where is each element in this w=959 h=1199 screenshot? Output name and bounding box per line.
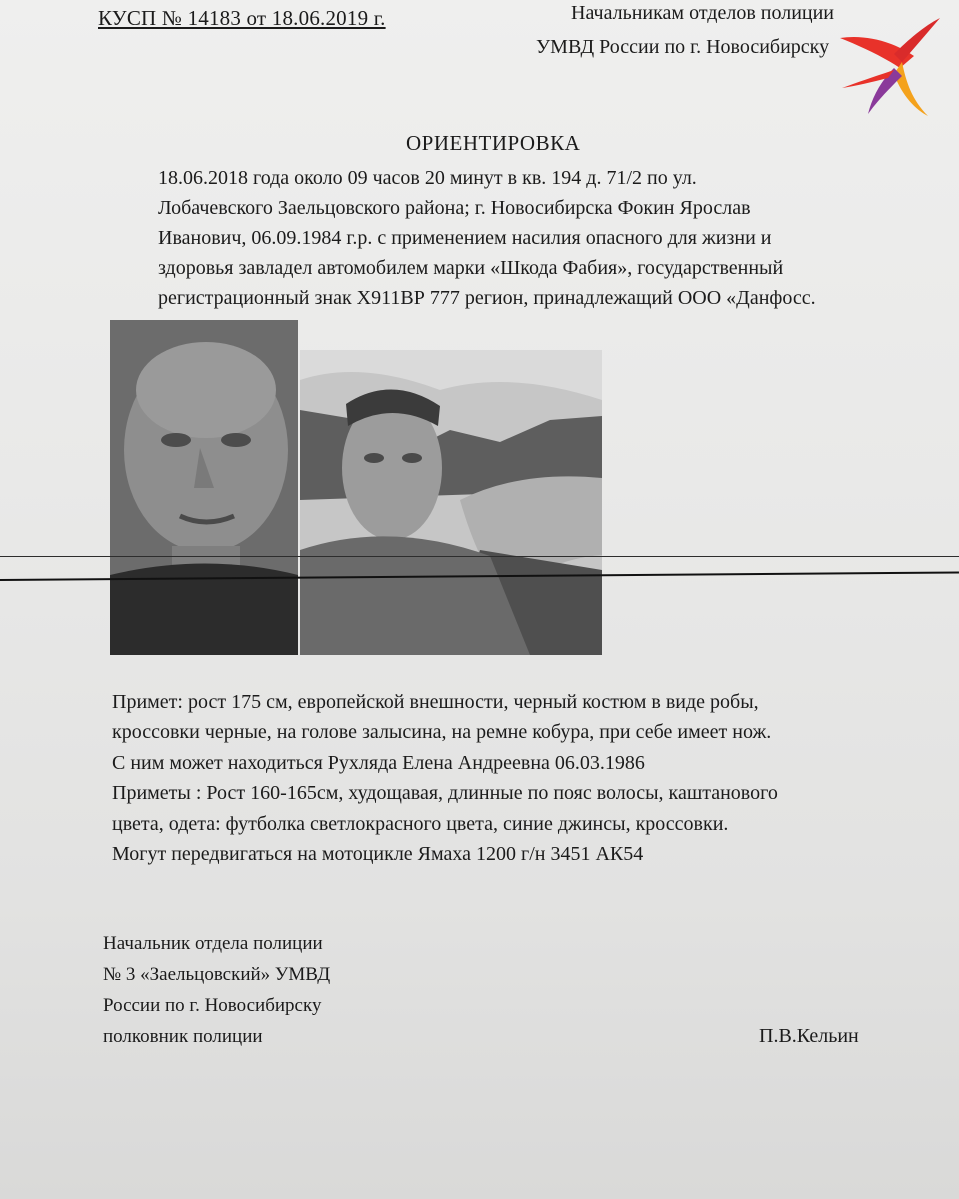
description-block: [112, 687, 908, 869]
paragraph-line: регистрационный знак Х911ВР 777 регион, принадлежащий ООО «Данфосс.: [158, 287, 816, 309]
scan-line: [0, 556, 959, 557]
signer-name: П.В.Кельин: [759, 1025, 859, 1047]
incident-paragraph: [106, 163, 908, 313]
bird-logo-icon: [836, 12, 946, 122]
addressee-line-1: Начальникам отделов полиции: [571, 2, 835, 24]
paragraph-line: Лобачевского Заельцовского района; г. Новосибирска Фокин Ярослав: [158, 197, 751, 219]
document-title: ОРИЕНТИРОВКА: [406, 131, 581, 155]
signature-line: России по г. Новосибирску: [103, 995, 322, 1016]
paragraph-line: Иванович, 06.09.1984 г.р. с применением насилия опасного для жизни и: [158, 227, 772, 249]
signature-line: Начальник отдела полиции: [103, 933, 323, 954]
paragraph-line: здоровья завладел автомобилем марки «Шкода Фабия», государственный: [158, 257, 784, 279]
paragraph-line: 18.06.2018 года около 09 часов 20 минут в кв. 194 д. 71/2 по ул.: [158, 167, 697, 189]
addressee-line-2: УМВД России по г. Новосибирску: [536, 36, 830, 58]
kusp-number: КУСП № 14183 от 18.06.2019 г.: [98, 6, 386, 30]
description-line: цвета, одета: футболка светлокрасного цвета, синие джинсы, кроссовки.: [112, 812, 729, 835]
suspect-photo: [110, 320, 298, 655]
description-line: С ним может находиться Рухляда Елена Андреевна 06.03.1986: [112, 751, 645, 774]
signature-line: полковник полиции: [103, 1026, 263, 1047]
description-line: Примет: рост 175 см, европейской внешности, черный костюм в виде робы,: [112, 691, 759, 713]
signature-block: [103, 928, 330, 1052]
description-line: Приметы : Рост 160-165см, худощавая, длинные по пояс волосы, каштанового: [112, 782, 778, 805]
signature-line: № 3 «Заельцовский» УМВД: [103, 964, 331, 985]
description-line: кроссовки черные, на голове залысина, на ремне кобура, при себе имеет нож.: [112, 721, 772, 744]
description-line: Могут передвигаться на мотоцикле Ямаха 1200 г/н 3451 АК54: [112, 843, 644, 866]
companion-photo: [300, 350, 602, 655]
